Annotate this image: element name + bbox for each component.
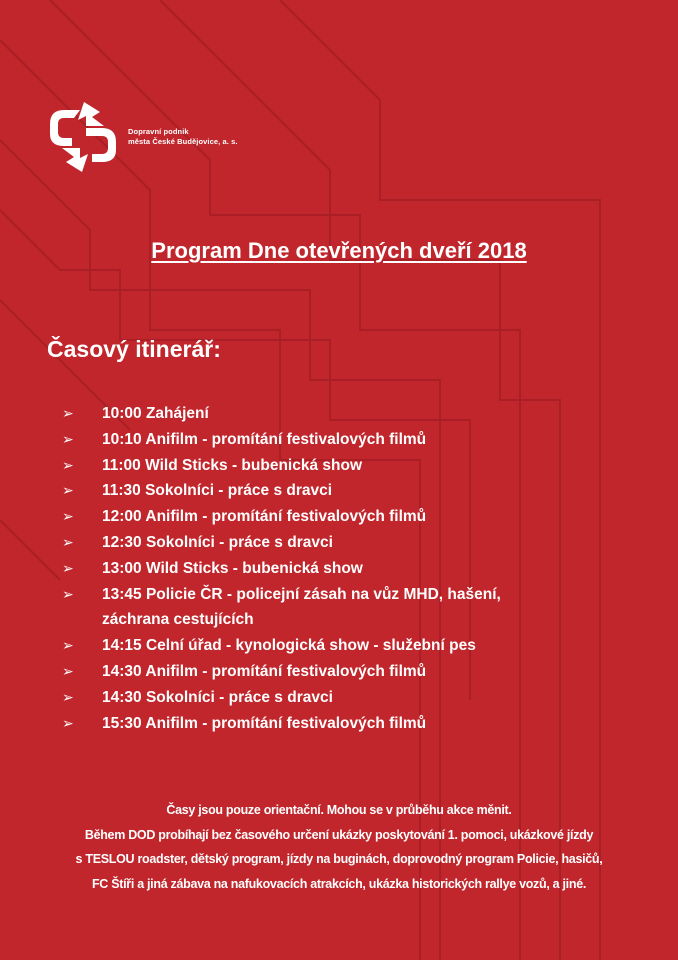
list-item-text: 12:30 Sokolníci - práce s dravci [102,533,333,551]
list-item-text: 15:30 Anifilm - promítání festivalových filmů [102,714,427,732]
list-item [62,633,662,659]
list-item-text: 14:30 Anifilm - promítání festivalových filmů [102,662,427,680]
list-item-text: 10:10 Anifilm - promítání festivalových filmů [102,430,427,448]
list-item [62,427,662,453]
arrow-bullet-icon: ➢ [62,405,74,421]
footer-line: Během DOD probíhají bez časového určení ukázky poskytování 1. pomoci, ukázkové jízdy [84,827,594,842]
arrow-bullet-icon: ➢ [62,714,74,731]
arrow-bullet-icon: ➢ [62,637,74,654]
list-item [62,685,662,711]
list-item-text: 12:00 Anifilm - promítání festivalových filmů [102,508,427,526]
arrow-bullet-icon: ➢ [62,456,74,473]
page-title: Program Dne otevřených dveří 2018 [151,238,527,263]
arrow-bullet-icon: ➢ [62,662,74,679]
arrow-bullet-icon: ➢ [62,482,74,499]
list-item-text: 11:00 Wild Sticks - bubenická show [102,456,362,474]
arrow-bullet-icon: ➢ [62,688,74,705]
company-name [128,127,238,147]
footer-note [0,798,678,896]
list-item-text: 11:30 Sokolníci - práce s dravci [102,482,333,500]
footer-line: Časy jsou pouze orientační. Mohou se v průběhu akce měnit. [166,803,512,817]
list-item-text: 14:30 Sokolníci - práce s dravci [102,688,333,706]
list-item [62,530,662,556]
arrow-bullet-icon: ➢ [62,585,74,602]
section-heading: Časový itinerář: [47,336,221,362]
list-item [62,556,662,582]
list-item [62,504,662,530]
itinerary-list [62,401,662,736]
footer-line: s TESLOU roadster, dětský program, jízdy na buginách, doprovodný program Policie, hasičů, [75,852,603,866]
arrow-bullet-icon: ➢ [62,559,74,576]
list-item [62,478,662,504]
list-item-text: 10:00 Zahájení [102,405,209,422]
list-item [62,453,662,479]
company-logo-icon [46,100,120,174]
list-item [62,711,662,737]
list-item [62,659,662,685]
list-item-text: 13:00 Wild Sticks - bubenická show [102,559,363,577]
arrow-bullet-icon: ➢ [62,533,74,550]
footer-line: FC Štíři a jiná zábava na nafukovacích atrakcích, ukázka historických rallye vozů, a jiné. [91,876,587,891]
list-item-text: 13:45 Policie ČR - policejní zásah na vůz MHD, hašení, [102,585,501,603]
list-item-text: záchrana cestujících [102,611,254,629]
list-item-text: 14:15 Celní úřad - kynologická show - služební pes [102,637,476,655]
arrow-bullet-icon: ➢ [62,430,74,447]
arrow-bullet-icon: ➢ [62,508,74,525]
list-item [62,582,662,634]
company-name-line1: Dopravní podnik [128,127,189,136]
list-item [62,401,662,427]
company-name-line2: města České Budějovice, a. s. [128,137,238,146]
